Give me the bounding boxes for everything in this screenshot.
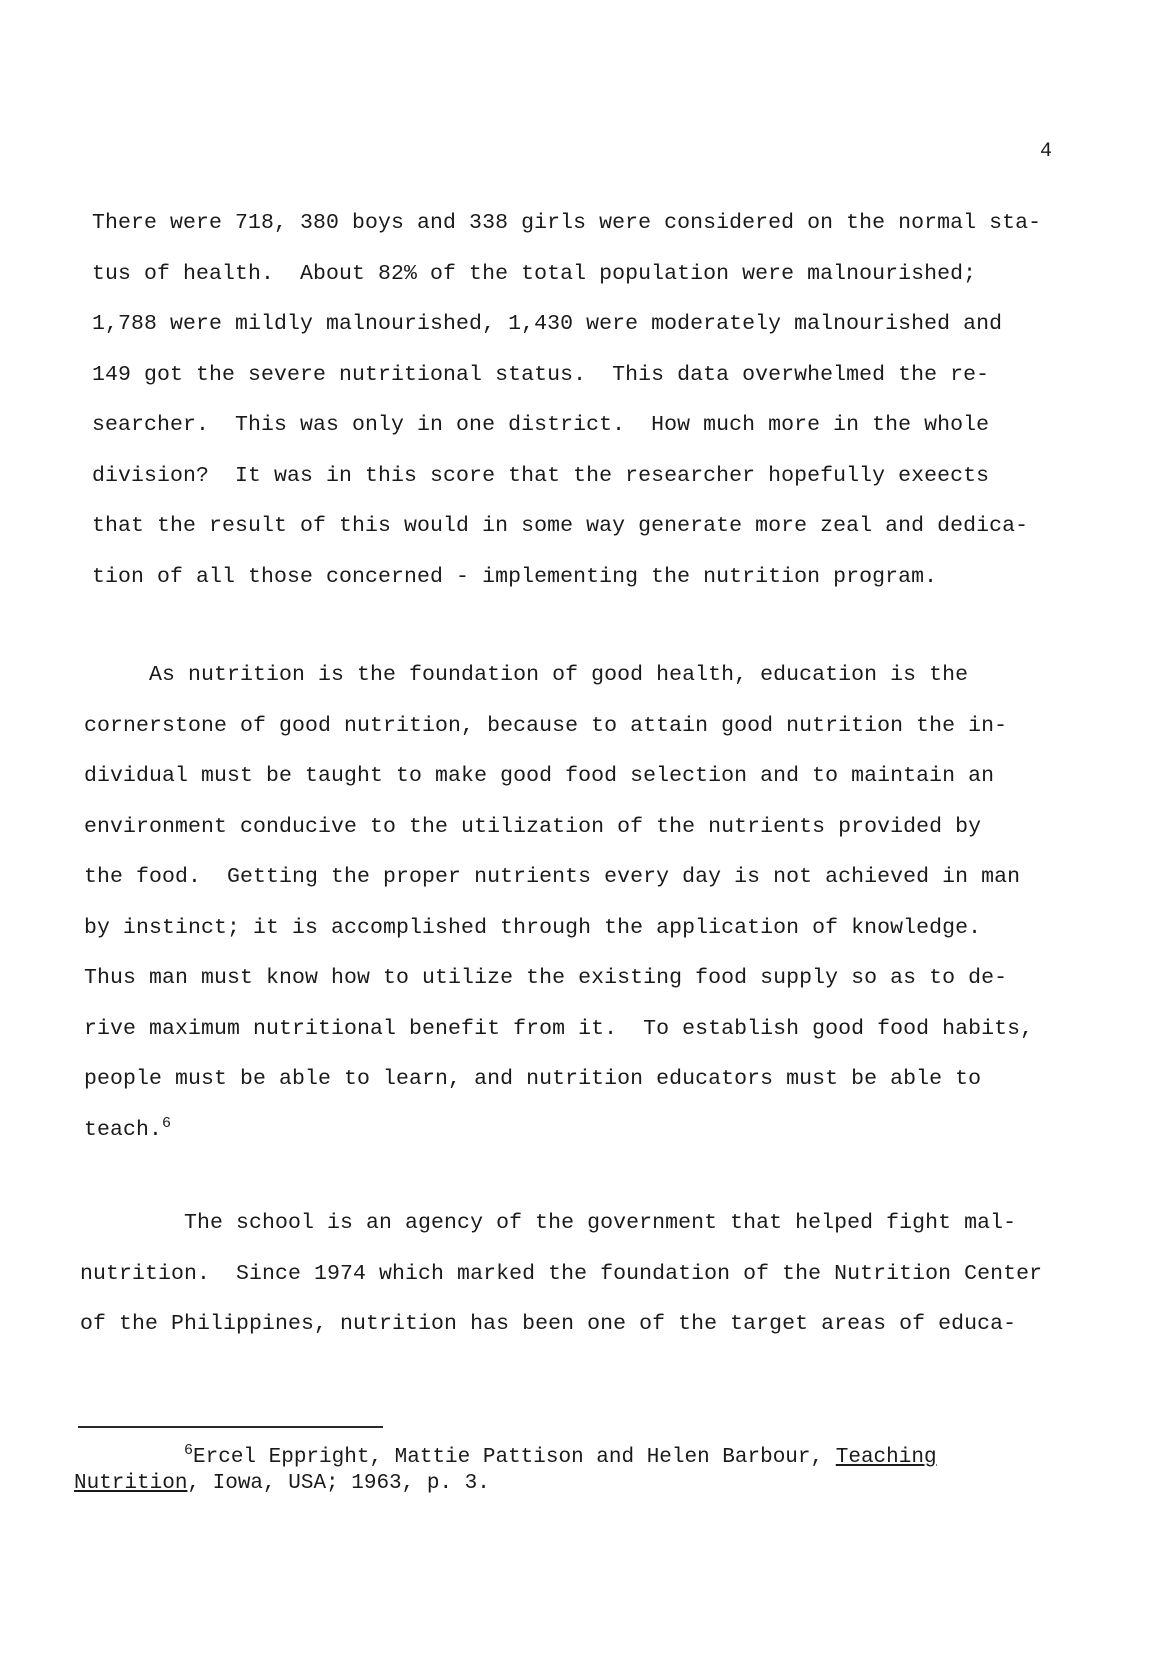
text-line: dividual must be taught to make good food selection and to maintain an — [84, 764, 995, 788]
footnote-divider — [78, 1426, 383, 1428]
text-line: tus of health. About 82% of the total population were malnourished; — [92, 261, 977, 286]
text-line: The school is an agency of the government that helped fight mal- — [80, 1211, 1017, 1235]
footnote-line-2 — [74, 1471, 937, 1497]
text-line-with-footnote-ref — [84, 1105, 1033, 1156]
text-line: by instinct; it is accomplished through the application of knowledge. — [84, 915, 982, 940]
text-line: Thus man must know how to utilize the existing food supply so as to de- — [84, 966, 1008, 990]
paragraph-3 — [80, 1198, 1042, 1350]
text-line-text: teach. — [84, 1117, 163, 1142]
text-line: tion of all those concerned - implementing the nutrition program. — [92, 564, 938, 589]
text-line: the food. Getting the proper nutrients every day is not achieved in man — [84, 865, 1021, 889]
footnote — [74, 1442, 937, 1497]
footnote-line-1 — [74, 1442, 937, 1471]
footnote-mark: 6 — [184, 1442, 194, 1459]
page-number: 4 — [1040, 140, 1053, 163]
text-line: that the result of this would in some way generate more zeal and dedica- — [92, 514, 1029, 538]
text-line: division? It was in this score that the researcher hopefully exeects — [92, 463, 990, 488]
footnote-authors: Ercel Eppright, Mattie Pattison and Helen Barbour, — [193, 1446, 836, 1469]
text-line: cornerstone of good nutrition, because to attain good nutrition the in- — [84, 713, 1008, 738]
text-line: environment conducive to the utilization of the nutrients provided by — [84, 814, 982, 839]
footnote-reference: 6 — [162, 1114, 172, 1132]
text-line: searcher. This was only in one district. How much more in the whole — [92, 413, 990, 437]
text-line: As nutrition is the foundation of good health, education is the — [84, 663, 969, 687]
paragraph-1 — [92, 198, 1041, 602]
text-line: of the Philippines, nutrition has been one of the target areas of educa- — [80, 1312, 1017, 1336]
footnote-title-part-1: Teaching — [835, 1446, 937, 1469]
footnote-title-part-2: Nutrition — [74, 1472, 188, 1495]
text-line: rive maximum nutritional benefit from it. To establish good food habits, — [84, 1016, 1034, 1041]
text-line: people must be able to learn, and nutrition educators must be able to — [84, 1067, 982, 1091]
text-line: There were 718, 380 boys and 338 girls were considered on the normal sta- — [92, 211, 1042, 235]
text-line: nutrition. Since 1974 which marked the foundation of the Nutrition Center — [80, 1261, 1043, 1286]
paragraph-2 — [84, 650, 1033, 1155]
text-line: 1,788 were mildly malnourished, 1,430 were moderately malnourished and — [92, 312, 1003, 336]
text-line: 149 got the severe nutritional status. This data overwhelmed the re- — [92, 362, 990, 387]
footnote-rest: , Iowa, USA; 1963, p. 3. — [187, 1472, 490, 1495]
